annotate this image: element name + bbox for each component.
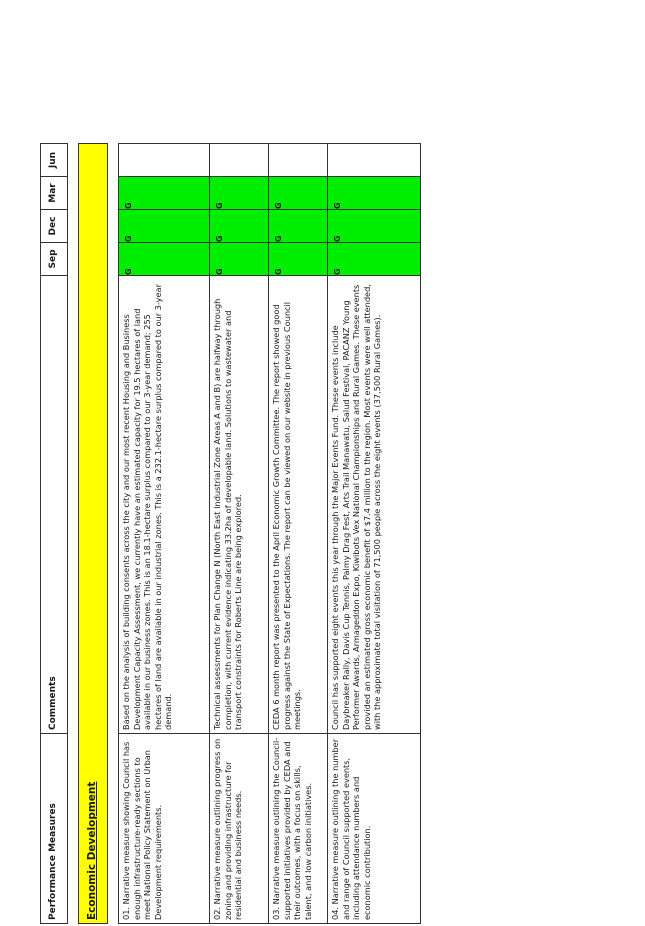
header-comments: Comments	[41, 276, 68, 734]
status-mar: G	[269, 177, 328, 210]
status-sep: G	[210, 243, 269, 276]
table-row	[210, 144, 269, 924]
status-mar: G	[210, 177, 269, 210]
measure-cell: 02. Narrative measure outlining progress on zoning and providing infrastructure for residential and business needs.	[210, 734, 269, 924]
status-jun	[328, 144, 421, 177]
comment-cell: Based on the analysis of building consents across the city and our most recent Housing and Business Development Capacity Assessment, we currently have an estimated capacity for 19.5 hectares of land available in our business zones. This is an 18.1-hectare surplus compared to our 3-year demand; 255 hectares of land are available in our industrial zones. This is a 232.1-hectare surplus compared to our 3-year demand.	[119, 276, 210, 734]
status-mar: G	[328, 177, 421, 210]
status-sep: G	[119, 243, 210, 276]
comment-cell: Technical assessments for Plan Change N (North East Industrial Zone Areas A and B) are halfway through completion, with current evidence indicating 33.2ha of developable land. Solutions to wastewater and transport constraints for Roberts Line are being explored.	[210, 276, 269, 734]
table-row	[269, 144, 328, 924]
performance-table	[40, 143, 421, 924]
measure-cell: 04. Narrative measure outlining the number and range of Council supported events, including attendance numbers and economic contribution.	[328, 734, 421, 924]
status-dec: G	[269, 210, 328, 243]
status-dec: G	[328, 210, 421, 243]
header-dec: Dec	[41, 210, 68, 243]
header-sep: Sep	[41, 243, 68, 276]
measure-cell: 01. Narrative measure showing Council has enough infrastructure-ready sections to meet National Policy Statement on Urban Development requirements.	[119, 734, 210, 924]
comment-cell: CEDA 6 month report was presented to the April Economic Growth Committee. The report showed good progress against the State of Expectations. The report can be viewed on our website in previous Council meetings.	[269, 276, 328, 734]
section-row	[79, 144, 108, 924]
header-mar: Mar	[41, 177, 68, 210]
header-jun: Jun	[41, 144, 68, 177]
status-dec: G	[210, 210, 269, 243]
measure-cell: 03. Narrative measure outlining the Council-supported initiatives provided by CEDA and their outcomes, with a focus on skills, talent, and low carbon initiatives.	[269, 734, 328, 924]
status-sep: G	[269, 243, 328, 276]
table-row	[119, 144, 210, 924]
comment-cell: Council has supported eight events this year through the Major Events Fund. These events include Daybreaker Rally, Davis Cup Tennis, Palmy Drag Fest, Arts Trail Manawatu, Salud Festival, PACANZ Young Performer Awards, Armageddon Expo, Kiwibots Vex National Championships and Rural Games. These events provided an estimated gross economic benefit of $7.4 million to the region. Most events were well attended, with the approximate total visitation of 71,500 people across the eight events (37,500 Rural Games).	[328, 276, 421, 734]
status-mar: G	[119, 177, 210, 210]
status-jun	[269, 144, 328, 177]
status-dec: G	[119, 210, 210, 243]
header-measures: Performance Measures	[41, 734, 68, 924]
status-jun	[119, 144, 210, 177]
rotated-page	[40, 144, 382, 924]
section-title: Economic Development	[79, 144, 108, 924]
header-row	[41, 144, 68, 924]
status-sep: G	[328, 243, 421, 276]
status-jun	[210, 144, 269, 177]
table-row	[328, 144, 421, 924]
